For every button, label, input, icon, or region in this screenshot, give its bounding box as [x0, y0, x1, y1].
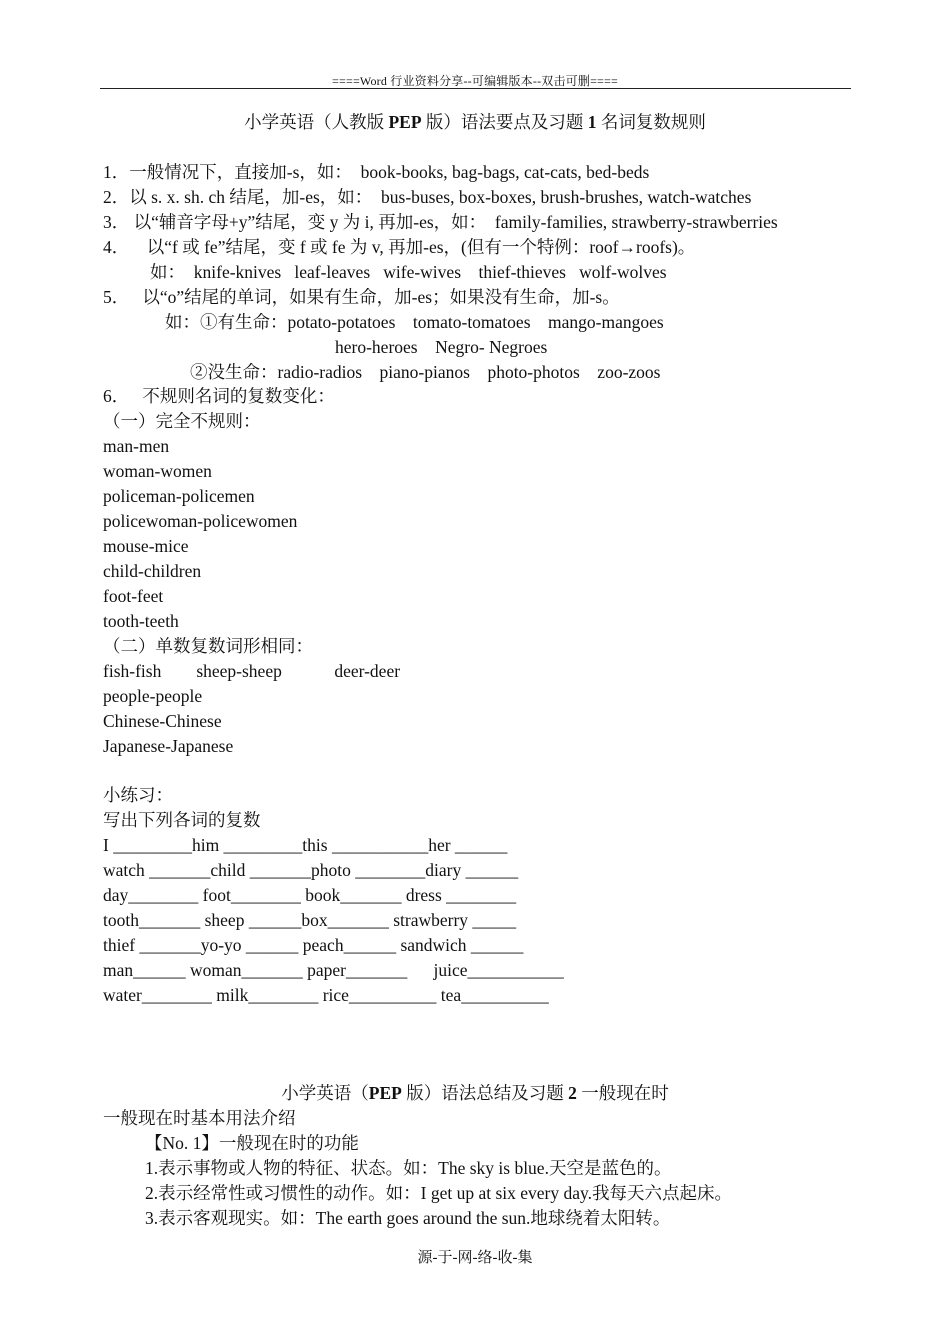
section2-title-pre: 小学英语（	[281, 1083, 369, 1103]
exercise-line: water________ milk________ rice__________ tea__________	[103, 985, 549, 1005]
same-form-item: people-people	[103, 686, 203, 706]
section2-title-mid: 版）语法总结及习题	[401, 1083, 569, 1103]
same-form-heading: （二）单数复数词形相同：	[103, 636, 313, 656]
exercise-line: man______ woman_______ paper_______ juice___________	[103, 960, 564, 980]
irregular-item: policewoman-policewomen	[103, 511, 298, 531]
rule-5-nonliving: ②没生命：radio-radios piano-pianos photo-photos zoo-zoos	[190, 362, 661, 382]
section2-title-pep: PEP	[368, 1083, 402, 1103]
page-header: ====Word 行业资料分享--可编辑版本--双击可删====	[332, 74, 618, 88]
irregular-item: mouse-mice	[103, 536, 189, 556]
section2-title	[0, 1083, 950, 1103]
same-form-item: Chinese-Chinese	[103, 711, 222, 731]
section1-title-post: 名词复数规则	[596, 112, 706, 132]
section1-title-mid: 版）语法要点及习题	[421, 112, 588, 132]
exercise-line: thief _______yo-yo ______ peach______ sandwich ______	[103, 935, 524, 955]
rule-6: 6． 不规则名词的复数变化：	[103, 386, 335, 406]
irregular-item: policeman-policemen	[103, 486, 255, 506]
exercise-instruction: 写出下列各词的复数	[103, 810, 261, 830]
section2-title-number: 2	[568, 1083, 577, 1103]
page-footer: 源-于-网-络-收-集	[417, 1250, 533, 1266]
section2-title-post: 一般现在时	[576, 1083, 669, 1103]
rule-3: 3． 以“辅音字母+y”结尾，变 y 为 i, 再加-es，如： family-families, strawberry-strawberries	[103, 212, 778, 232]
exercise-line: tooth_______ sheep ______box_______ strawberry _____	[103, 910, 517, 930]
rule-4-examples: 如： knife-knives leaf-leaves wife-wives thief-thieves wolf-wolves	[150, 262, 667, 282]
irregular-heading: （一）完全不规则：	[103, 411, 261, 431]
irregular-item: tooth-teeth	[103, 611, 179, 631]
section2-no1-heading: 【No. 1】一般现在时的功能	[145, 1133, 359, 1153]
irregular-item: foot-feet	[103, 586, 164, 606]
exercise-line: I _________him _________this ___________her ______	[103, 835, 508, 855]
irregular-item: woman-women	[103, 461, 212, 481]
section1-title-number: 1	[587, 112, 597, 132]
irregular-item: child-children	[103, 561, 202, 581]
rule-2: 2．以 s. x. sh. ch 结尾，加-es，如： bus-buses, box-boxes, brush-brushes, watch-watches	[103, 187, 752, 207]
header-divider	[100, 88, 851, 89]
section1-title-pre: 小学英语（人教版	[244, 112, 389, 132]
function-item: 2.表示经常性或习惯性的动作。如：I get up at six every day.我每天六点起床。	[145, 1183, 733, 1203]
exercise-line: watch _______child _______photo ________diary ______	[103, 860, 519, 880]
irregular-item: man-men	[103, 436, 170, 456]
exercise-heading: 小练习：	[103, 785, 173, 805]
rule-5-living-1: 如：①有生命：potato-potatoes tomato-tomatoes mango-mangoes	[165, 312, 664, 332]
rule-4: 4． 以“f 或 fe”结尾，变 f 或 fe 为 v, 再加-es，(但有一个特例：roof→roofs)。	[103, 237, 696, 257]
rule-1: 1．一般情况下，直接加-s，如： book-books, bag-bags, cat-cats, bed-beds	[103, 162, 650, 182]
section1-title-pep: PEP	[388, 112, 422, 132]
function-item: 1.表示事物或人物的特征、状态。如：The sky is blue.天空是蓝色的。	[145, 1158, 672, 1178]
same-form-item: Japanese-Japanese	[103, 736, 234, 756]
section1-title	[0, 112, 950, 132]
section2-subtitle: 一般现在时基本用法介绍	[103, 1108, 296, 1128]
function-item: 3.表示客观现实。如：The earth goes around the sun.地球绕着太阳转。	[145, 1208, 671, 1228]
same-form-item: fish-fish sheep-sheep deer-deer	[103, 661, 401, 681]
exercise-line: day________ foot________ book_______ dress ________	[103, 885, 517, 905]
rule-5-living-2: hero-heroes Negro- Negroes	[335, 337, 548, 357]
rule-5: 5． 以“o”结尾的单词，如果有生命，加-es；如果没有生命，加-s。	[103, 287, 620, 307]
